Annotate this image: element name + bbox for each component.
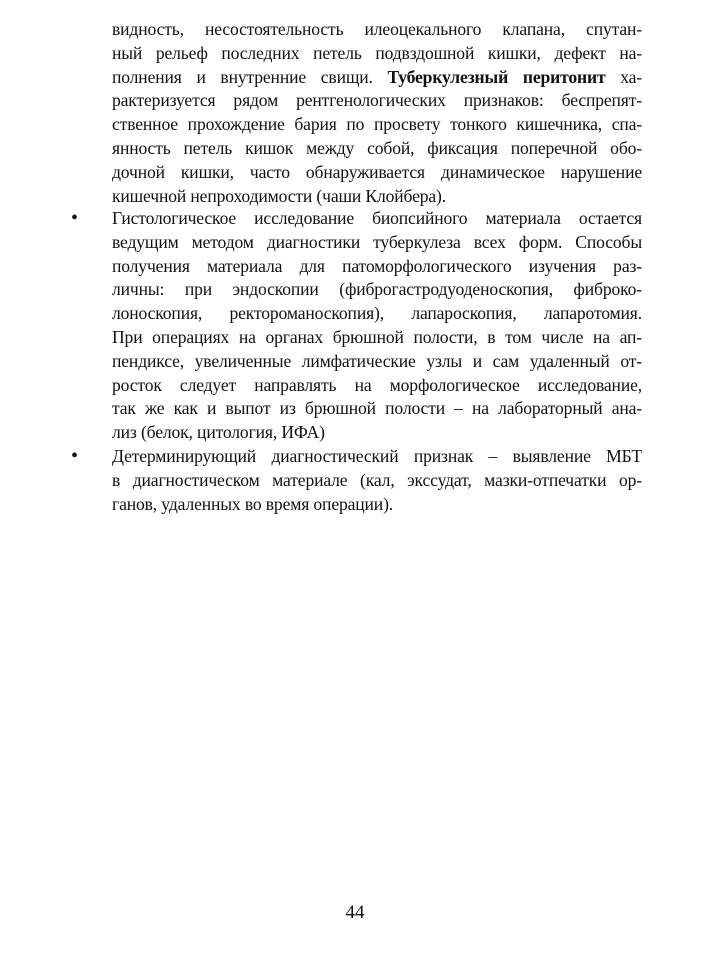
text-line: ганов, удаленных во время операции).	[112, 493, 394, 514]
text-fragment: полнения и внутренние свищи.	[112, 66, 388, 87]
text-line: Гистологическое исследование биопсийного материала остается	[112, 208, 642, 228]
text-line: так же как и выпот из брюшной полости – на лабораторный ана-	[112, 398, 642, 419]
text-line: лоноскопия, ректороманоскопия), лапароскопия, лапаротомия.	[112, 303, 642, 324]
text-line: Детерминирующий диагностический признак – выявление МБТ	[112, 446, 642, 466]
text-line: росток следует направлять на морфологическое исследование,	[112, 374, 642, 395]
bullet-marker: •	[71, 445, 79, 467]
text-line: янность петель кишок между собой, фиксация поперечной обо-	[112, 137, 642, 158]
text-line: ственное прохождение бария по просвету тонкого кишечника, спа-	[112, 114, 642, 135]
text-line: лиз (белок, цитология, ИФА)	[112, 422, 325, 443]
text-line: личны: при эндоскопии (фиброгастродуоденоскопия, фиброко-	[112, 279, 642, 300]
text-line-with-bold-term	[112, 66, 642, 90]
bullet-item-histology	[112, 207, 642, 445]
text-line: При операциях на органах брюшной полости, в том числе на ап-	[112, 326, 642, 347]
text-line: ведущим методом диагностики туберкулеза всех форм. Способы	[112, 231, 642, 252]
text-line: в диагностическом материале (кал, экссудат, мазки-отпечатки ор-	[112, 469, 642, 490]
bullet-item-determining-sign	[112, 445, 642, 516]
text-line: кишечной непроходимости (чаши Клойбера).	[112, 185, 447, 206]
text-line: рактеризуется рядом рентгенологических признаков: беспрепят-	[112, 90, 642, 111]
text-line: ный рельеф последних петель подвздошной кишки, дефект на-	[112, 42, 642, 63]
text-line: дочной кишки, часто обнаруживается динамическое нарушение	[112, 161, 642, 182]
page-number: 44	[345, 902, 365, 923]
text-line: пендиксе, увеличенные лимфатические узлы и сам удаленный от-	[112, 350, 642, 371]
text-fragment: ха-	[605, 66, 643, 87]
text-line: видность, несостоятельность илеоцекального клапана, спутан-	[112, 19, 642, 39]
bold-term-tuberculous-peritonitis: Туберкулезный перитонит	[387, 66, 606, 87]
bullet-marker: •	[71, 207, 79, 229]
paragraph-continuation	[112, 18, 642, 208]
text-line: получения материала для патоморфологического изучения раз-	[112, 255, 642, 276]
